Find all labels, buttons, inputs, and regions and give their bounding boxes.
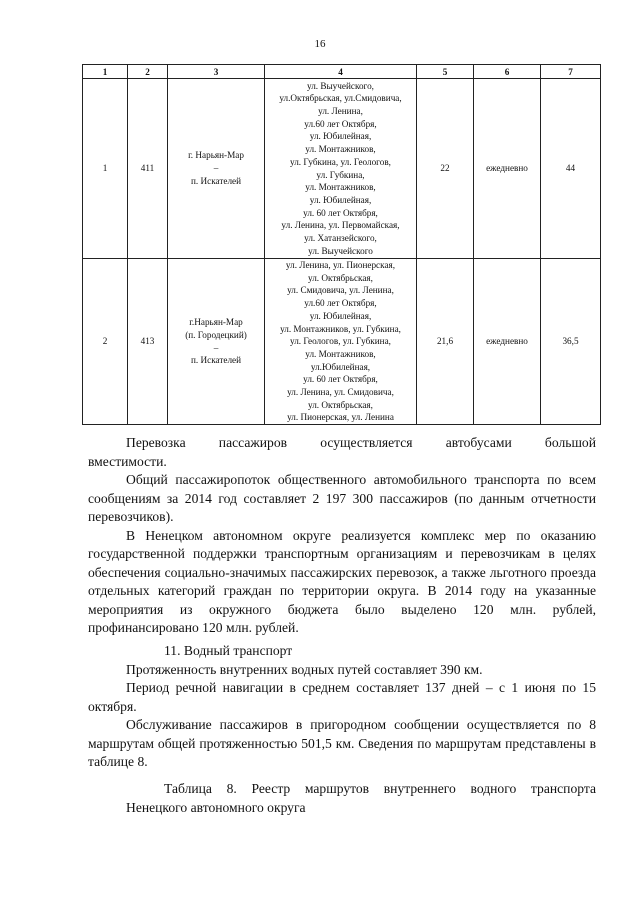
route-number: 411 bbox=[128, 79, 168, 259]
route-schedule: ежедневно bbox=[474, 259, 541, 425]
route-point: – bbox=[213, 342, 219, 353]
route-streets bbox=[265, 259, 417, 425]
water-transport-section bbox=[88, 642, 596, 772]
paragraph-passenger-flow: Общий пассажиропоток общественного автомобильного транспорта по всем сообщениям за 2014 год составляет 2 197 300 пассажиров (по данным отчетности перевозчиков). bbox=[88, 472, 596, 524]
street-line: ул. 60 лет Октября, bbox=[303, 207, 378, 218]
caption-line: Таблица 8. Реестр маршрутов внутреннего водного транспорта bbox=[164, 781, 596, 796]
page-number: 16 bbox=[314, 38, 326, 50]
route-points bbox=[168, 259, 265, 425]
street-line: ул.60 лет Октября, bbox=[304, 118, 377, 129]
route-points bbox=[168, 79, 265, 259]
route-col7: 44 bbox=[541, 79, 601, 259]
paragraph-buses-cont: вместимости. bbox=[88, 453, 167, 469]
street-line: ул. Геологов, ул. Губкина, bbox=[290, 336, 391, 347]
header-cell: 1 bbox=[83, 65, 128, 79]
routes-table bbox=[82, 64, 601, 425]
route-schedule: ежедневно bbox=[474, 79, 541, 259]
header-cell: 5 bbox=[417, 65, 474, 79]
street-line: ул. Губкина, ул. Геологов, bbox=[290, 156, 391, 167]
route-number: 413 bbox=[128, 259, 168, 425]
street-line: ул. Выучейского bbox=[308, 245, 373, 256]
street-line: ул.60 лет Октября, bbox=[304, 298, 377, 309]
route-col7: 36,5 bbox=[541, 259, 601, 425]
route-point: – bbox=[213, 163, 219, 174]
street-line: ул. Ленина, bbox=[318, 105, 363, 116]
street-line: ул. Юбилейная, bbox=[309, 131, 372, 142]
route-length: 22 bbox=[417, 79, 474, 259]
paragraph-waterways-length: Протяженность внутренних водных путей составляет 390 км. bbox=[126, 661, 483, 677]
street-line: ул. Губкина, bbox=[316, 169, 365, 180]
row-number: 1 bbox=[83, 79, 128, 259]
street-line: ул. Монтажников, bbox=[305, 348, 376, 359]
route-point: г. Нарьян-Мар bbox=[188, 150, 244, 161]
street-line: ул. Монтажников, bbox=[305, 182, 376, 193]
street-line: ул. Юбилейная, bbox=[309, 194, 372, 205]
route-length: 21,6 bbox=[417, 259, 474, 425]
street-line: ул. Октябрьская, bbox=[308, 272, 373, 283]
street-line: ул. Смидовича, ул. Ленина, bbox=[287, 285, 394, 296]
street-line: ул.Октябрьская, ул.Смидовича, bbox=[279, 93, 402, 104]
table-header-row bbox=[83, 65, 601, 79]
route-point: п. Искателей bbox=[190, 175, 242, 186]
route-point: г.Нарьян-Мар bbox=[189, 317, 243, 328]
street-line: ул. Пионерская, ул. Ленина bbox=[287, 412, 394, 423]
row-number: 2 bbox=[83, 259, 128, 425]
street-line: ул. Монтажников, bbox=[305, 144, 376, 155]
paragraph-navigation-period: Период речной навигации в среднем составляет 137 дней – с 1 июня по 15 октября. bbox=[88, 680, 596, 714]
street-line: ул.Юбилейная, bbox=[310, 361, 371, 372]
paragraph-passenger-service: Обслуживание пассажиров в пригородном сообщении осуществляется по 8 маршрутам общей протяженностью 501,5 км. Сведения по маршрутам представлены в таблице 8. bbox=[88, 717, 596, 769]
street-line: ул. Хатанзейского, bbox=[304, 233, 377, 244]
paragraph-buses: Перевозка пассажиров осуществляется автобусами большой bbox=[126, 435, 596, 450]
street-line: ул. Выучейского, bbox=[307, 80, 374, 91]
street-line: ул. Октябрьская, bbox=[308, 399, 373, 410]
street-line: ул. 60 лет Октября, bbox=[303, 374, 378, 385]
table-caption bbox=[88, 780, 596, 817]
street-line: ул. Ленина, ул. Пионерская, bbox=[285, 260, 396, 270]
passenger-section bbox=[88, 434, 596, 638]
route-point: п. Искателей bbox=[190, 355, 242, 366]
street-line: ул. Монтажников, ул. Губкина, bbox=[280, 323, 401, 334]
caption-line: Ненецкого автономного округа bbox=[126, 799, 306, 815]
header-cell: 6 bbox=[474, 65, 541, 79]
table-row bbox=[83, 259, 601, 425]
header-cell: 2 bbox=[128, 65, 168, 79]
street-line: ул. Юбилейная, bbox=[309, 310, 372, 321]
route-streets bbox=[265, 79, 417, 259]
table-row bbox=[83, 79, 601, 259]
section-heading: 11. Водный транспорт bbox=[164, 643, 293, 658]
header-cell: 4 bbox=[265, 65, 417, 79]
street-line: ул. Ленина, ул. Смидовича, bbox=[287, 387, 394, 398]
paragraph-state-support: В Ненецком автономном округе реализуется комплекс мер по оказанию государственной поддержки транспортным организациям и перевозчикам в целях обеспечения социально-значимых пассажирских перевозок, а также льготного проезда отдельных категорий граждан по территории округа. В 2014 году на указанные мероприятия из окружного бюджета было выделено 120 млн. рублей, профинансировано 120 млн. рублей. bbox=[88, 527, 596, 635]
header-cell: 7 bbox=[541, 65, 601, 79]
header-cell: 3 bbox=[168, 65, 265, 79]
route-point: (п. Городецкий) bbox=[185, 329, 247, 340]
street-line: ул. Ленина, ул. Первомайская, bbox=[281, 220, 400, 231]
